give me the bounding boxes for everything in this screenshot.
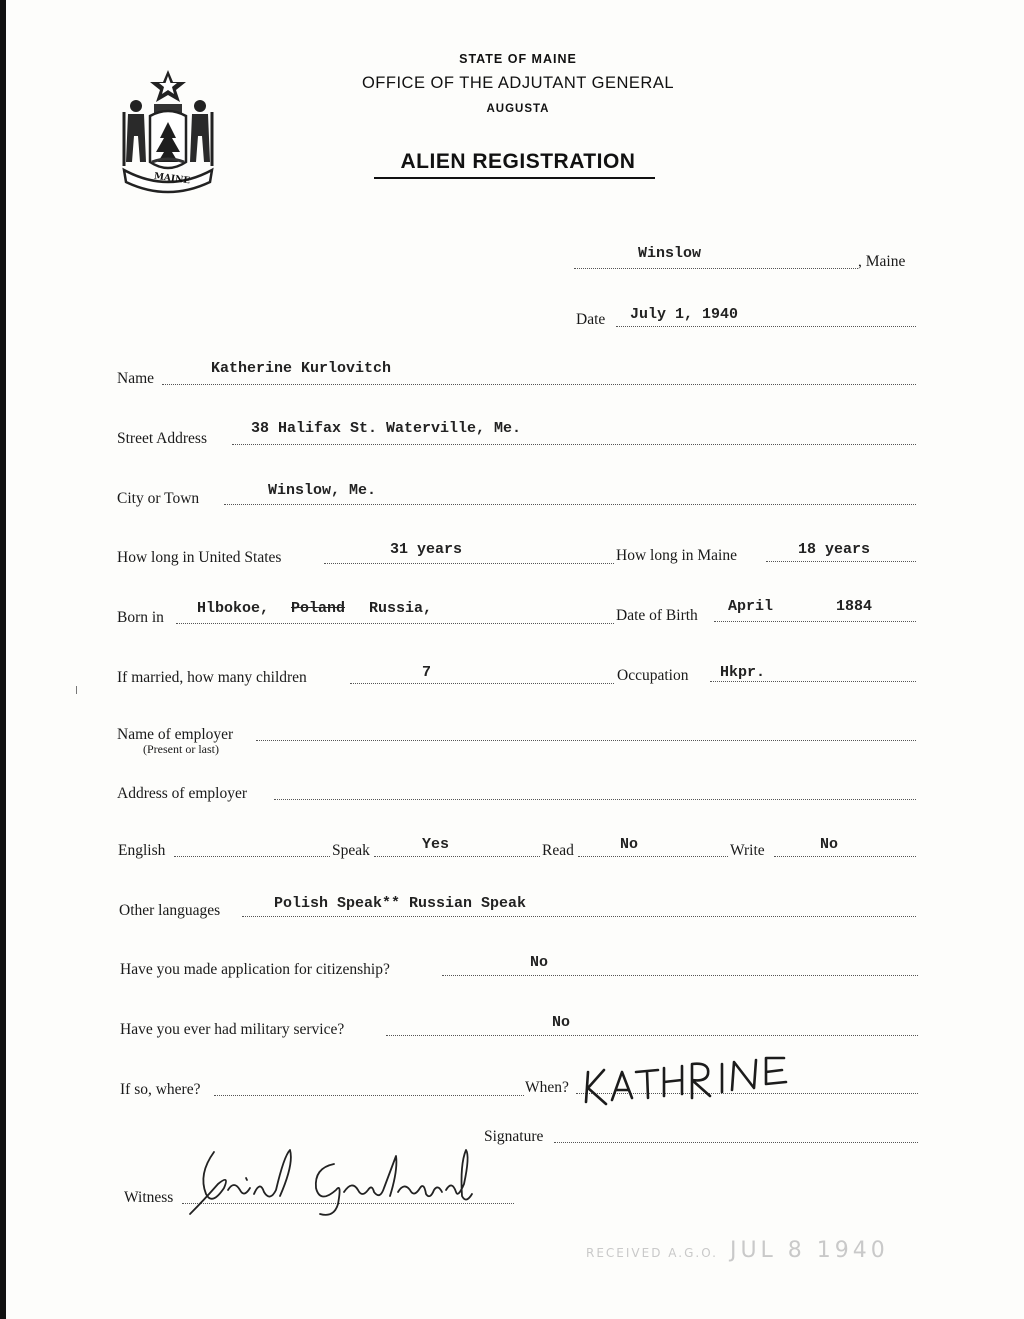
signature-line	[554, 1142, 918, 1143]
date-label: Date	[576, 311, 606, 328]
maine-label: , Maine	[858, 253, 906, 270]
where-label: If so, where?	[120, 1081, 201, 1098]
born-in-country-value: Russia,	[369, 600, 433, 617]
dob-month-value: April	[728, 598, 774, 615]
born-in-label: Born in	[117, 609, 164, 626]
born-in-place-value: Hlbokoe,	[197, 600, 270, 617]
citizenship-line	[442, 975, 918, 976]
dob-line	[714, 621, 916, 622]
town-value: Winslow	[638, 245, 702, 262]
employer-address-line	[274, 799, 916, 800]
born-in-struck-value: Poland	[291, 600, 346, 617]
how-long-us-value: 31 years	[390, 541, 463, 558]
military-label: Have you ever had military service?	[120, 1021, 345, 1038]
read-value: No	[620, 836, 639, 853]
occupation-line	[710, 681, 916, 682]
where-line	[214, 1095, 524, 1096]
employer-address-label: Address of employer	[117, 785, 247, 802]
citizenship-label: Have you made application for citizenship?	[120, 961, 390, 978]
date-value: July 1, 1940	[630, 306, 739, 323]
other-languages-label: Other languages	[119, 902, 221, 919]
form-title: ALIEN REGISTRATION	[400, 150, 636, 173]
military-value: No	[552, 1014, 571, 1031]
employer-note: (Present or last)	[143, 742, 219, 756]
dob-label: Date of Birth	[616, 607, 698, 624]
name-value: Katherine Kurlovitch	[211, 360, 392, 377]
street-label: Street Address	[117, 430, 207, 447]
received-stamp	[586, 1238, 889, 1263]
dob-year-value: 1884	[836, 598, 873, 615]
office-heading: OFFICE OF THE ADJUTANT GENERAL	[361, 74, 675, 92]
when-label: When?	[525, 1079, 569, 1096]
other-languages-line	[242, 916, 916, 917]
children-label: If married, how many children	[117, 669, 307, 686]
how-long-us-label: How long in United States	[117, 549, 282, 566]
english-label: English	[118, 842, 166, 859]
how-long-us-line	[324, 563, 614, 564]
margin-mark	[76, 686, 77, 694]
read-label: Read	[542, 842, 574, 859]
seal-banner-text: MAINE	[153, 171, 191, 187]
write-value: No	[820, 836, 839, 853]
other-languages-value: Polish Speak** Russian Speak	[274, 895, 527, 912]
city-value: Winslow, Me.	[268, 482, 377, 499]
how-long-maine-value: 18 years	[798, 541, 871, 558]
children-value: 7	[422, 664, 432, 681]
city-line	[224, 504, 916, 505]
name-label: Name	[117, 370, 155, 387]
employer-label	[117, 726, 233, 757]
speak-value: Yes	[422, 836, 450, 853]
name-line	[162, 384, 916, 385]
street-line	[232, 444, 916, 445]
state-heading: STATE OF MAINE	[459, 52, 577, 66]
town-line	[574, 268, 858, 269]
occupation-label: Occupation	[617, 667, 689, 684]
occupation-value: Hkpr.	[720, 664, 766, 681]
city-label: City or Town	[117, 490, 200, 507]
how-long-maine-line	[766, 561, 916, 562]
witness-label: Witness	[124, 1189, 174, 1206]
signature-label: Signature	[484, 1128, 544, 1145]
employer-label-text: Name of employer	[117, 726, 234, 743]
city-heading: AUGUSTA	[486, 103, 550, 115]
employer-line	[256, 740, 916, 741]
how-long-maine-label: How long in Maine	[616, 547, 737, 564]
date-line	[616, 326, 916, 327]
form-title-underline	[374, 177, 655, 179]
speak-label: Speak	[332, 842, 370, 859]
witness-handwritten-signature	[184, 1144, 474, 1220]
write-line	[774, 856, 916, 857]
english-line	[174, 856, 330, 857]
speak-line	[374, 856, 540, 857]
military-line	[386, 1035, 918, 1036]
street-value: 38 Halifax St. Waterville, Me.	[251, 420, 522, 437]
read-line	[578, 856, 728, 857]
born-in-line	[176, 623, 614, 624]
write-label: Write	[730, 842, 765, 859]
children-line	[350, 683, 614, 684]
received-stamp-date: JUL 8 1940	[729, 1238, 889, 1263]
citizenship-value: No	[530, 954, 549, 971]
handwritten-signature	[578, 1050, 788, 1110]
received-stamp-text: RECEIVED A.G.O.	[586, 1246, 718, 1260]
